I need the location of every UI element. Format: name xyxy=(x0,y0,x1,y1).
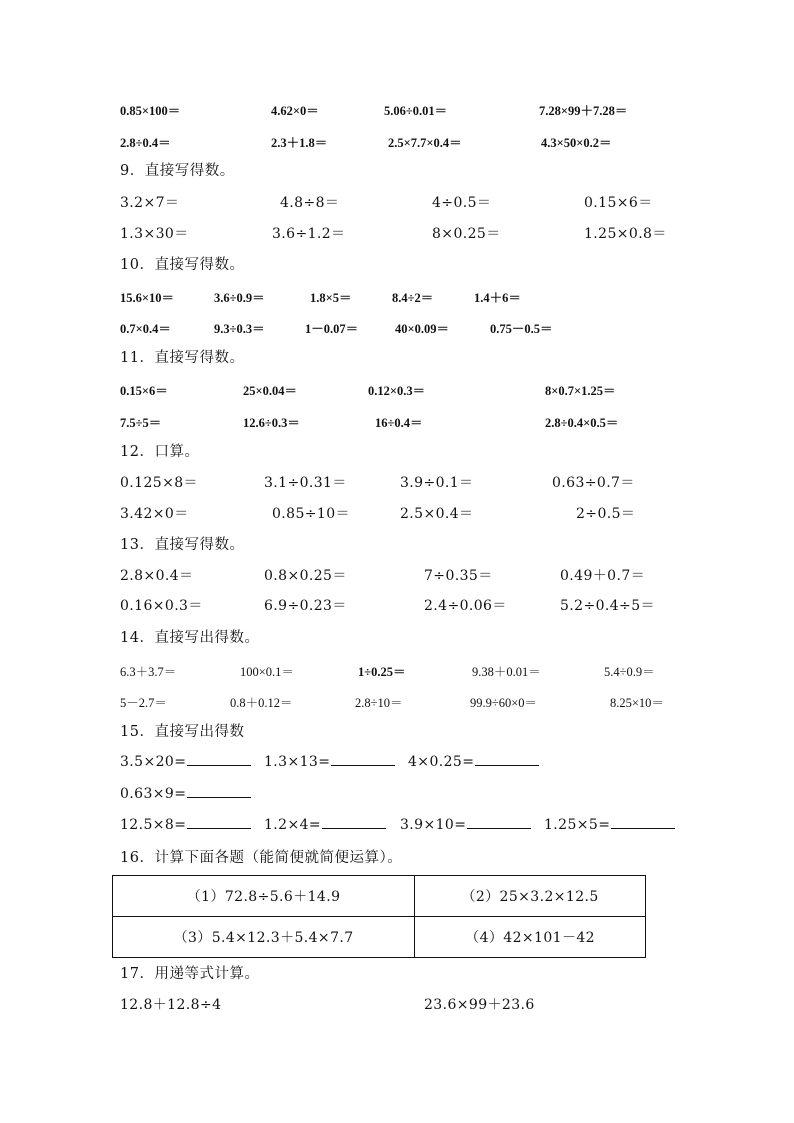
expr: 5－2.7＝ xyxy=(120,696,167,710)
expr-top-2-2: 2.3＋1.8＝ xyxy=(271,136,328,150)
expr: 100×0.1＝ xyxy=(240,665,294,679)
expr: 8×0.7×1.25＝ xyxy=(545,384,616,398)
expr: 4.8÷8＝ xyxy=(280,195,340,211)
question-title: 9．直接写得数。 xyxy=(120,163,235,179)
expr: 23.6×99＋23.6 xyxy=(424,997,535,1013)
fill-item: 1.3×13= xyxy=(264,753,395,770)
expr: 12.8＋12.8÷4 xyxy=(120,997,222,1013)
expr-top-1-2: 4.62×0＝ xyxy=(271,104,319,118)
expr-top-2-3: 2.5×7.7×0.4＝ xyxy=(388,136,462,150)
calc-cell-3: （3）5.4×12.3＋5.4×7.7 xyxy=(113,917,415,958)
expr: 0.63÷0.7＝ xyxy=(552,475,635,491)
expr: 2.8×0.4＝ xyxy=(120,568,194,584)
question-title: 12．口算。 xyxy=(120,444,200,460)
expr: 3.42×0＝ xyxy=(120,506,189,522)
expr: 2.8÷10＝ xyxy=(355,696,403,710)
expr: 1.3×30＝ xyxy=(120,226,189,242)
expr: 6.9÷0.23＝ xyxy=(264,598,347,614)
expr: 0.75－0.5＝ xyxy=(490,322,553,336)
expr: 0.125×8＝ xyxy=(120,475,198,491)
fill-item: 1.25×5= xyxy=(544,816,675,833)
expr: 40×0.09＝ xyxy=(395,322,449,336)
expr: 6.3＋3.7＝ xyxy=(120,665,177,679)
expr: 12.6÷0.3＝ xyxy=(243,416,300,430)
calc-cell-1: （1）72.8÷5.6＋14.9 xyxy=(113,876,415,917)
expr: 99.9÷60×0＝ xyxy=(470,696,538,710)
calc-cell-4: （4）42×101－42 xyxy=(415,917,646,958)
question-title: 15．直接写出得数 xyxy=(120,724,245,740)
expr: 2.5×0.4＝ xyxy=(400,506,474,522)
expr: 8×0.25＝ xyxy=(432,226,501,242)
expr: 0.15×6＝ xyxy=(120,384,168,398)
expr: 3.2×7＝ xyxy=(120,195,180,211)
answer-blank[interactable] xyxy=(187,785,251,798)
expr: 16÷0.4＝ xyxy=(375,416,423,430)
expr: 4÷0.5＝ xyxy=(432,195,492,211)
expr: 0.12×0.3＝ xyxy=(368,384,426,398)
expr: 0.8×0.25＝ xyxy=(264,568,347,584)
expr: 2÷0.5＝ xyxy=(576,506,636,522)
question-title: 14．直接写出得数。 xyxy=(120,630,260,646)
fill-item: 4×0.25= xyxy=(408,753,539,770)
expr: 1－0.07＝ xyxy=(305,322,359,336)
expr: 3.6÷0.9＝ xyxy=(214,291,265,305)
expr: 2.4÷0.06＝ xyxy=(424,598,507,614)
expr-top-1-3: 5.06÷0.01＝ xyxy=(384,104,448,118)
expr: 1÷0.25＝ xyxy=(358,665,406,679)
question-title: 17．用递等式计算。 xyxy=(120,966,260,982)
expr: 8.25×10＝ xyxy=(610,696,664,710)
answer-blank[interactable] xyxy=(187,816,251,829)
expr: 3.1÷0.31＝ xyxy=(264,475,347,491)
question-title: 13．直接写得数。 xyxy=(120,537,245,553)
expr-top-2-4: 4.3×50×0.2＝ xyxy=(541,136,612,150)
calc-cell-2: （2）25×3.2×12.5 xyxy=(415,876,646,917)
expr: 5.2÷0.4÷5＝ xyxy=(560,598,655,614)
expr: 1.4＋6＝ xyxy=(474,291,521,305)
fill-item: 1.2×4= xyxy=(264,816,386,833)
expr: 1.8×5＝ xyxy=(310,291,352,305)
fill-item: 3.9×10= xyxy=(400,816,531,833)
expr: 0.8＋0.12＝ xyxy=(230,696,293,710)
calc-table xyxy=(112,875,646,958)
fill-item: 0.63×9= xyxy=(120,785,251,802)
question-title: 16．计算下面各题（能简便就简便运算）。 xyxy=(120,850,403,866)
expr: 9.3÷0.3＝ xyxy=(214,322,265,336)
question-title: 11．直接写得数。 xyxy=(120,350,245,366)
answer-blank[interactable] xyxy=(322,816,386,829)
expr-top-2-1: 2.8÷0.4＝ xyxy=(120,136,171,150)
expr: 1.25×0.8＝ xyxy=(584,226,667,242)
expr: 3.6÷1.2＝ xyxy=(272,226,346,242)
expr: 0.85÷10＝ xyxy=(272,506,350,522)
expr: 8.4÷2＝ xyxy=(392,291,434,305)
question-title: 10．直接写得数。 xyxy=(120,257,245,273)
expr: 0.49＋0.7＝ xyxy=(560,568,646,584)
answer-blank[interactable] xyxy=(331,753,395,766)
expr: 0.15×6＝ xyxy=(584,195,653,211)
expr: 7÷0.35＝ xyxy=(424,568,493,584)
answer-blank[interactable] xyxy=(467,816,531,829)
expr: 7.5÷5＝ xyxy=(120,416,162,430)
expr: 3.9÷0.1＝ xyxy=(400,475,474,491)
fill-item: 3.5×20= xyxy=(120,753,251,770)
expr: 2.8÷0.4×0.5＝ xyxy=(545,416,619,430)
expr: 25×0.04＝ xyxy=(243,384,297,398)
answer-blank[interactable] xyxy=(475,753,539,766)
answer-blank[interactable] xyxy=(187,753,251,766)
expr: 15.6×10＝ xyxy=(120,291,174,305)
expr-top-1-1: 0.85×100＝ xyxy=(120,104,181,118)
expr: 0.16×0.3＝ xyxy=(120,598,203,614)
answer-blank[interactable] xyxy=(611,816,675,829)
expr: 9.38＋0.01＝ xyxy=(472,665,541,679)
fill-item: 12.5×8= xyxy=(120,816,251,833)
expr-top-1-4: 7.28×99＋7.28＝ xyxy=(539,104,628,118)
expr: 5.4÷0.9＝ xyxy=(604,665,655,679)
expr: 0.7×0.4＝ xyxy=(120,322,171,336)
